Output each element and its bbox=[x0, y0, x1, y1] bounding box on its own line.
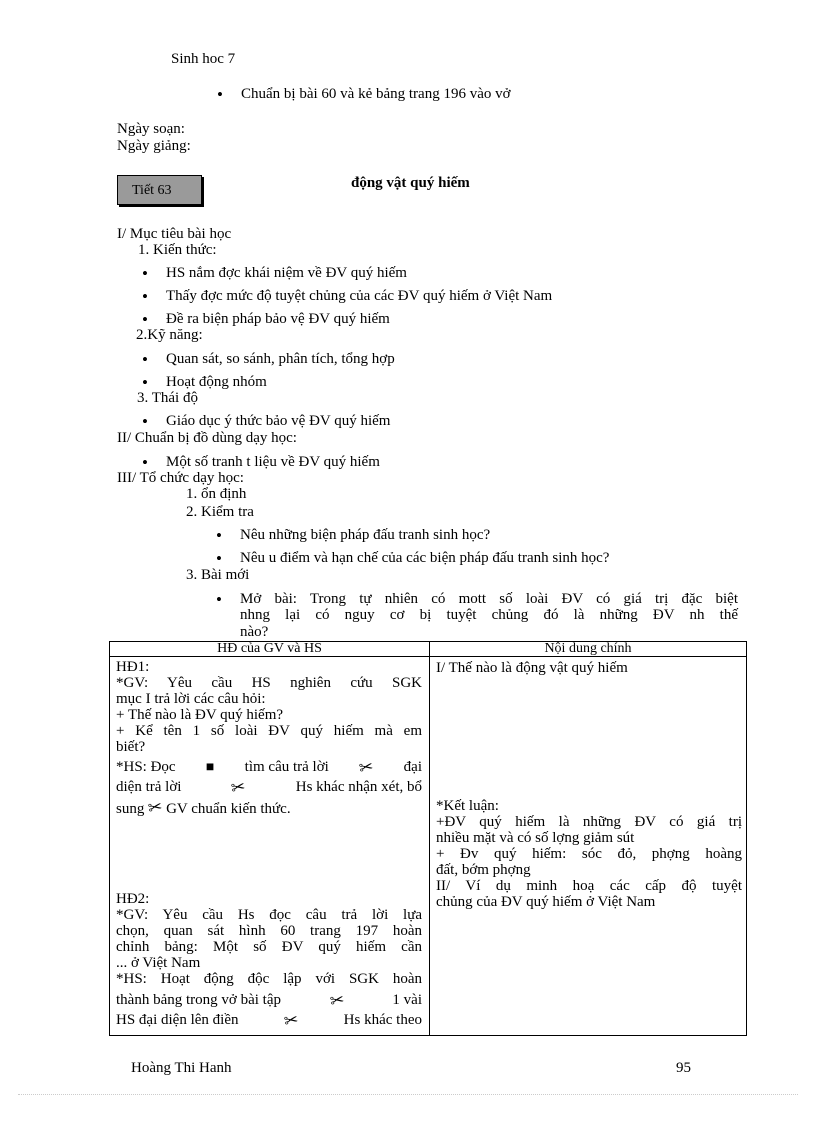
activity-text: thành bảng trong vở bài tập bbox=[116, 992, 281, 1008]
activity-line bbox=[116, 796, 291, 819]
step-check: 2. Kiểm tra bbox=[186, 504, 254, 520]
activity-line: *HS: Hoạt động độc lập với SGK hoàn bbox=[116, 971, 422, 987]
lesson-table bbox=[109, 641, 747, 1036]
subject-header: Sinh hoc 7 bbox=[171, 51, 236, 67]
period-label: Tiết 63 bbox=[132, 183, 172, 198]
activity-text: diện trả lời bbox=[116, 779, 182, 795]
activity-text: *HS: Đọc bbox=[116, 759, 176, 775]
step-new-lesson: 3. Bài mới bbox=[186, 567, 250, 583]
scissors-icon: ✂ bbox=[229, 776, 248, 799]
scissors-icon: ✂ bbox=[328, 989, 346, 1012]
activity-text: đại bbox=[403, 759, 422, 775]
date-prepared: Ngày soạn: bbox=[117, 121, 185, 137]
square-icon: ■ bbox=[205, 759, 215, 775]
activity-text: Hs khác theo bbox=[343, 1012, 422, 1028]
activity-line bbox=[116, 776, 422, 799]
attitude-item: • Giáo dục ý thức bảo vệ ĐV quý hiếm bbox=[166, 414, 390, 429]
activity-line: biết? bbox=[116, 739, 146, 755]
scissors-icon: ✂ bbox=[282, 1009, 300, 1032]
activity-line: HĐ2: bbox=[116, 891, 150, 907]
activity-line bbox=[116, 989, 422, 1012]
opening-line-3: nào? bbox=[240, 624, 269, 640]
knowledge-item: • HS nắm đợc khái niệm về ĐV quý hiếm bbox=[166, 266, 407, 281]
activity-text: tìm câu trả lời bbox=[244, 759, 329, 775]
content-cell bbox=[430, 657, 747, 1036]
footer-author: Hoàng Thi Hanh bbox=[131, 1060, 232, 1076]
activity-line: chỉnh bảng: Một số ĐV quý hiếm cần bbox=[116, 939, 422, 955]
opening-line-1: • Mở bài: Trong tự nhiên có mott số loài ĐV có giá trị đặc biệt bbox=[240, 592, 738, 607]
skills-item: • Quan sát, so sánh, phân tích, tổng hợp bbox=[166, 352, 395, 367]
activity-text: HS đại diện lên điền bbox=[116, 1012, 239, 1028]
objectives-heading: I/ Mục tiêu bài học bbox=[117, 226, 232, 242]
scissors-icon: ✂ bbox=[146, 796, 164, 819]
lesson-title: động vật quý hiếm bbox=[351, 175, 470, 191]
activity-text: 1 vài bbox=[392, 992, 422, 1008]
activity-line: ... ở Việt Nam bbox=[116, 955, 201, 971]
activity-text: GV chuẩn kiến thức. bbox=[166, 801, 291, 817]
activity-line bbox=[116, 1009, 422, 1032]
table-header-content: Nội dung chính bbox=[430, 642, 747, 657]
intro-bullet: • Chuẩn bị bài 60 và kẻ bảng trang 196 vào vở bbox=[241, 87, 511, 102]
activity-line: *GV: Yêu cầu HS nghiên cứu SGK bbox=[116, 675, 422, 691]
table-header-activities: HĐ của GV và HS bbox=[110, 642, 430, 657]
scissors-icon: ✂ bbox=[357, 756, 375, 779]
content-line: +ĐV quý hiếm là những ĐV có giá trị bbox=[436, 814, 742, 830]
activity-line: + Kể tên 1 số loài ĐV quý hiếm mà em bbox=[116, 723, 422, 739]
step-stabilize: 1. ổn định bbox=[186, 486, 247, 502]
organization-heading: III/ Tổ chức dạy học: bbox=[117, 470, 244, 486]
period-box bbox=[117, 175, 202, 205]
content-line: chủng của ĐV quý hiếm ở Việt Nam bbox=[436, 894, 656, 910]
content-line: *Kết luận: bbox=[436, 798, 499, 814]
page-number: 95 bbox=[676, 1060, 691, 1076]
activity-line: chọn, quan sát hình 60 trang 197 hoàn bbox=[116, 923, 422, 939]
check-item: • Nêu những biện pháp đấu tranh sinh học? bbox=[240, 528, 490, 543]
content-line: nhiều mặt và có số lợng giảm sút bbox=[436, 830, 635, 846]
activity-line: mục I trả lời các câu hỏi: bbox=[116, 691, 266, 707]
skills-heading: 2.Kỹ năng: bbox=[136, 327, 203, 343]
activity-line: HĐ1: bbox=[116, 659, 150, 675]
knowledge-item: • Đề ra biện pháp bảo vệ ĐV quý hiếm bbox=[166, 312, 390, 327]
skills-item: • Hoạt động nhóm bbox=[166, 375, 267, 390]
knowledge-item: • Thấy đợc mức độ tuyệt chủng của các ĐV quý hiếm ở Việt Nam bbox=[166, 289, 552, 304]
date-teaching: Ngày giảng: bbox=[117, 138, 191, 154]
activity-text: sung bbox=[116, 801, 145, 817]
table-row bbox=[110, 657, 747, 1036]
content-line: đất, bớm phợng bbox=[436, 862, 531, 878]
attitude-heading: 3. Thái độ bbox=[137, 390, 198, 406]
preparation-heading: II/ Chuẩn bị đồ dùng dạy học: bbox=[117, 430, 297, 446]
content-line: + Đv quý hiếm: sóc đỏ, phợng hoàng bbox=[436, 846, 742, 862]
check-item: • Nêu u điểm và hạn chế của các biện pháp đấu tranh sinh học? bbox=[240, 551, 609, 566]
activity-line: *GV: Yêu cầu Hs đọc câu trả lời lựa bbox=[116, 907, 422, 923]
activity-line: + Thế nào là ĐV quý hiếm? bbox=[116, 707, 284, 723]
table-header-row bbox=[110, 642, 747, 657]
activity-text: Hs khác nhận xét, bổ bbox=[295, 779, 422, 795]
opening-line-2: nhng lại có nguy cơ bị tuyệt chủng đó là những ĐV nh thế bbox=[240, 607, 738, 623]
content-line: I/ Thế nào là động vật quý hiếm bbox=[436, 660, 628, 676]
activities-cell bbox=[110, 657, 430, 1036]
activity-line bbox=[116, 756, 422, 779]
knowledge-heading: 1. Kiến thức: bbox=[138, 242, 217, 258]
preparation-item: • Một số tranh t liệu về ĐV quý hiếm bbox=[166, 455, 380, 470]
content-line: II/ Ví dụ minh hoạ các cấp độ tuyệt bbox=[436, 878, 742, 894]
footer-divider bbox=[18, 1094, 798, 1095]
